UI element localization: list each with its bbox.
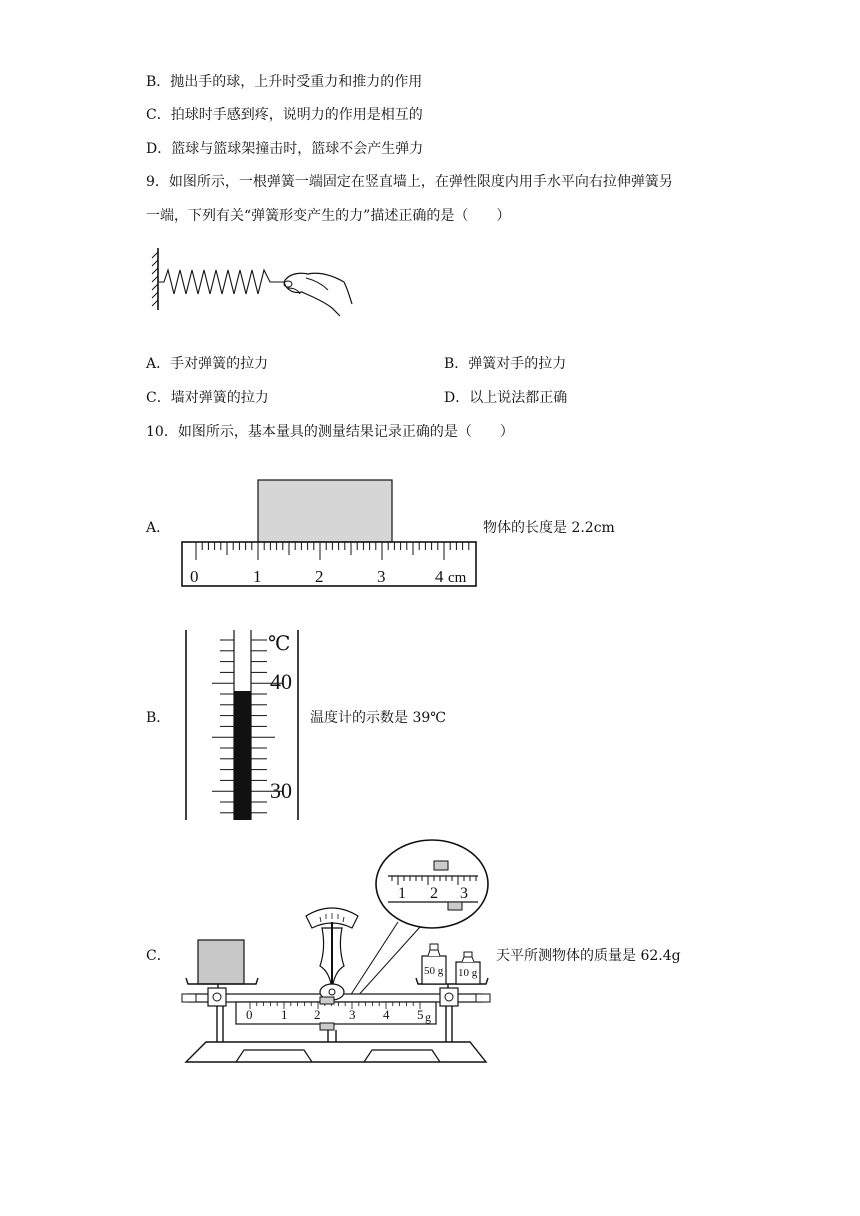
beam-unit: g xyxy=(425,1010,431,1024)
q9-option-c: C．墙对弹簧的拉力 xyxy=(146,390,269,406)
ruler-tick-label-3: 3 xyxy=(377,567,386,586)
beam-tick-label-0: 0 xyxy=(246,1007,253,1022)
thermometer-label-40: 40 xyxy=(270,669,292,694)
rider xyxy=(320,997,334,1004)
measured-object xyxy=(198,940,244,984)
weight-50g-label: 50 g xyxy=(424,965,444,977)
q10-option-a-label: A． xyxy=(146,520,171,536)
ruler-figure xyxy=(180,478,478,590)
q10-option-b-text: 温度计的示数是 39℃ xyxy=(310,710,446,726)
zoom-tick-label-3: 3 xyxy=(460,885,468,902)
q10-option-b-label: B． xyxy=(146,710,171,726)
balance-figure xyxy=(180,830,492,1070)
q10-stem: 10．如图所示，基本量具的测量结果记录正确的是（ ） xyxy=(146,424,514,440)
ruler-unit: cm xyxy=(448,570,467,586)
zoom-tick-label-2: 2 xyxy=(430,885,438,902)
beam-tick-label-3: 3 xyxy=(349,1007,356,1022)
ruler-tick-label-4: 4 xyxy=(435,567,444,586)
beam-tick-label-5: 5 xyxy=(417,1007,424,1022)
q8-option-c: C．拍球时手感到疼，说明力的作用是相互的 xyxy=(146,107,423,123)
q9-option-d: D．以上说法都正确 xyxy=(444,390,568,406)
spring-figure xyxy=(148,244,353,320)
zoom-tick-label-1: 1 xyxy=(398,885,406,902)
thermometer-unit: ℃ xyxy=(268,633,291,655)
zoom-circle xyxy=(376,840,488,928)
ruler-tick-label-1: 1 xyxy=(253,567,262,586)
q10-option-c-text: 天平所测物体的质量是 62.4g xyxy=(496,948,681,964)
q9-option-a: A．手对弹簧的拉力 xyxy=(146,356,269,372)
beam-tick-label-2: 2 xyxy=(314,1007,321,1022)
zoom-rider-top xyxy=(434,861,448,870)
thermometer-label-30: 30 xyxy=(270,778,292,803)
beam-tick-label-1: 1 xyxy=(281,1007,288,1022)
weight-10g-label: 10 g xyxy=(458,967,478,979)
q9-stem-line1: 9．如图所示，一根弹簧一端固定在竖直墙上，在弹性限度内用手水平向右拉伸弹簧另 xyxy=(146,174,673,190)
q10-option-a-text: 物体的长度是 2.2cm xyxy=(483,520,615,536)
balance-base xyxy=(186,1042,486,1062)
zoom-rider-bottom xyxy=(448,902,462,910)
q8-option-d: D．篮球与篮球架撞击时，篮球不会产生弹力 xyxy=(146,141,424,157)
ruler-tick-label-2: 2 xyxy=(315,567,324,586)
thermometer-figure xyxy=(180,626,306,822)
q8-option-b: B．抛出手的球，上升时受重力和推力的作用 xyxy=(146,74,423,90)
q10-option-c-label: C． xyxy=(146,948,171,964)
q9-option-b: B．弹簧对手的拉力 xyxy=(444,356,567,372)
mercury-column xyxy=(234,691,251,820)
ruler-tick-label-0: 0 xyxy=(190,567,199,586)
q9-stem-line2: 一端，下列有关“弹簧形变产生的力”描述正确的是（ ） xyxy=(146,208,511,224)
beam-tick-label-4: 4 xyxy=(383,1007,390,1022)
measured-block xyxy=(258,480,392,542)
